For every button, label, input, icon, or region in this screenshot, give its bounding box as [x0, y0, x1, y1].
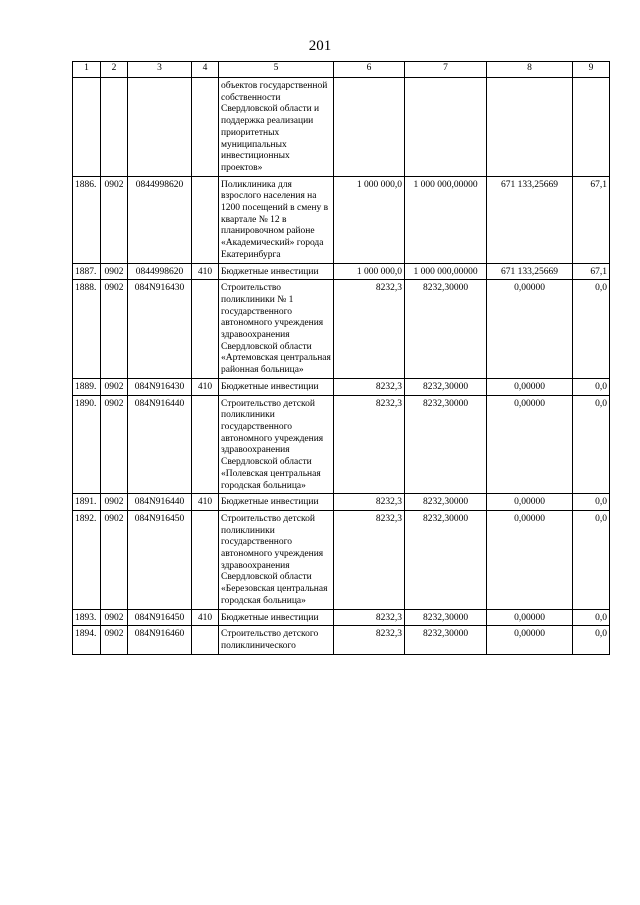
- section-code-cell: 0902: [101, 378, 128, 395]
- percent-cell: 0,0: [573, 395, 610, 494]
- row-number-cell: 1889.: [73, 378, 101, 395]
- expense-type-cell: 410: [192, 378, 219, 395]
- target-article-cell: 0844998620: [128, 176, 192, 263]
- amount-cell: 8232,3: [334, 280, 405, 379]
- row-number-cell: 1890.: [73, 395, 101, 494]
- amount-cell: 8232,3: [334, 510, 405, 609]
- amount-cell: 8232,30000: [405, 609, 487, 626]
- amount-cell: 8232,3: [334, 378, 405, 395]
- section-code-cell: 0902: [101, 609, 128, 626]
- amount-cell: 8232,30000: [405, 626, 487, 654]
- amount-cell: 1 000 000,00000: [405, 263, 487, 280]
- percent-cell: 67,1: [573, 176, 610, 263]
- amount-cell: 0,00000: [487, 378, 573, 395]
- row-number-cell: 1893.: [73, 609, 101, 626]
- amount-cell: 8232,30000: [405, 494, 487, 511]
- target-article-cell: 084N916430: [128, 280, 192, 379]
- section-code-cell: 0902: [101, 510, 128, 609]
- section-code-cell: 0902: [101, 280, 128, 379]
- amount-cell: 1 000 000,0: [334, 263, 405, 280]
- item-name-cell: Бюджетные инвестиции: [219, 609, 334, 626]
- amount-cell: 671 133,25669: [487, 263, 573, 280]
- row-number-cell: 1887.: [73, 263, 101, 280]
- expense-type-cell: 410: [192, 609, 219, 626]
- section-code-cell: 0902: [101, 626, 128, 654]
- row-number-cell: 1888.: [73, 280, 101, 379]
- expense-type-cell: [192, 280, 219, 379]
- section-code-cell: 0902: [101, 263, 128, 280]
- item-name-cell: Бюджетные инвестиции: [219, 494, 334, 511]
- column-header: 7: [405, 62, 487, 78]
- target-article-cell: 084N916450: [128, 510, 192, 609]
- column-header: 6: [334, 62, 405, 78]
- percent-cell: 0,0: [573, 626, 610, 654]
- percent-cell: 0,0: [573, 494, 610, 511]
- amount-cell: 8232,30000: [405, 378, 487, 395]
- expense-type-cell: 410: [192, 494, 219, 511]
- target-article-cell: 084N916460: [128, 626, 192, 654]
- target-article-cell: 084N916440: [128, 494, 192, 511]
- percent-cell: 0,0: [573, 609, 610, 626]
- table-row: [73, 510, 610, 609]
- amount-cell: 8232,3: [334, 609, 405, 626]
- row-number-cell: 1894.: [73, 626, 101, 654]
- expense-type-cell: [192, 78, 219, 177]
- table-row: [73, 378, 610, 395]
- percent-cell: 67,1: [573, 263, 610, 280]
- target-article-cell: 084N916450: [128, 609, 192, 626]
- table-row: [73, 395, 610, 494]
- expense-type-cell: [192, 510, 219, 609]
- expense-type-cell: [192, 626, 219, 654]
- row-number-cell: 1886.: [73, 176, 101, 263]
- amount-cell: 1 000 000,00000: [405, 176, 487, 263]
- amount-cell: 8232,3: [334, 494, 405, 511]
- amount-cell: 0,00000: [487, 494, 573, 511]
- expense-type-cell: 410: [192, 263, 219, 280]
- amount-cell: 0,00000: [487, 510, 573, 609]
- table-row: [73, 626, 610, 654]
- item-name-cell: Строительство детской поликлиники государственного автономного учреждения здравоохранения Свердловской области «Полевская центральная городская больница»: [219, 395, 334, 494]
- target-article-cell: 084N916440: [128, 395, 192, 494]
- amount-cell: 8232,3: [334, 626, 405, 654]
- amount-cell: 0,00000: [487, 609, 573, 626]
- amount-cell: 8232,30000: [405, 510, 487, 609]
- amount-cell: 0,00000: [487, 626, 573, 654]
- section-code-cell: [101, 78, 128, 177]
- target-article-cell: 0844998620: [128, 263, 192, 280]
- percent-cell: 0,0: [573, 280, 610, 379]
- column-header: 2: [101, 62, 128, 78]
- header-row: [73, 62, 610, 78]
- amount-cell: 8232,3: [334, 395, 405, 494]
- target-article-cell: [128, 78, 192, 177]
- column-header: 9: [573, 62, 610, 78]
- percent-cell: 0,0: [573, 378, 610, 395]
- amount-cell: 0,00000: [487, 280, 573, 379]
- row-number-cell: 1892.: [73, 510, 101, 609]
- item-name-cell: Поликлиника для взрослого населения на 1200 посещений в смену в квартале № 12 в планировочном районе «Академический» города Екатеринбурга: [219, 176, 334, 263]
- item-name-cell: объектов государственной собственности Свердловской области и поддержка реализации приоритетных муниципальных инвестиционных проектов»: [219, 78, 334, 177]
- amount-cell: 1 000 000,0: [334, 176, 405, 263]
- amount-cell: 671 133,25669: [487, 176, 573, 263]
- budget-table: [72, 61, 610, 655]
- page-number: 201: [308, 38, 332, 54]
- target-article-cell: 084N916430: [128, 378, 192, 395]
- item-name-cell: Строительство детской поликлиники государственного автономного учреждения здравоохранения Свердловской области «Березовская центральная городская больница»: [219, 510, 334, 609]
- percent-cell: 0,0: [573, 510, 610, 609]
- amount-cell: [487, 78, 573, 177]
- table-row: [73, 609, 610, 626]
- table-row: [73, 494, 610, 511]
- column-header: 1: [73, 62, 101, 78]
- table-row: [73, 263, 610, 280]
- column-header: 8: [487, 62, 573, 78]
- row-number-cell: [73, 78, 101, 177]
- item-name-cell: Строительство детского поликлинического: [219, 626, 334, 654]
- amount-cell: 0,00000: [487, 395, 573, 494]
- expense-type-cell: [192, 176, 219, 263]
- amount-cell: [334, 78, 405, 177]
- table-row: [73, 176, 610, 263]
- expense-type-cell: [192, 395, 219, 494]
- column-header: 4: [192, 62, 219, 78]
- item-name-cell: Бюджетные инвестиции: [219, 378, 334, 395]
- amount-cell: [405, 78, 487, 177]
- column-header: 3: [128, 62, 192, 78]
- table-row: [73, 78, 610, 177]
- table-row: [73, 280, 610, 379]
- item-name-cell: Бюджетные инвестиции: [219, 263, 334, 280]
- item-name-cell: Строительство поликлиники № 1 государственного автономного учреждения здравоохранения Свердловской области «Артемовская центральная районная больница»: [219, 280, 334, 379]
- percent-cell: [573, 78, 610, 177]
- amount-cell: 8232,30000: [405, 280, 487, 379]
- section-code-cell: 0902: [101, 494, 128, 511]
- column-header: 5: [219, 62, 334, 78]
- row-number-cell: 1891.: [73, 494, 101, 511]
- section-code-cell: 0902: [101, 395, 128, 494]
- amount-cell: 8232,30000: [405, 395, 487, 494]
- section-code-cell: 0902: [101, 176, 128, 263]
